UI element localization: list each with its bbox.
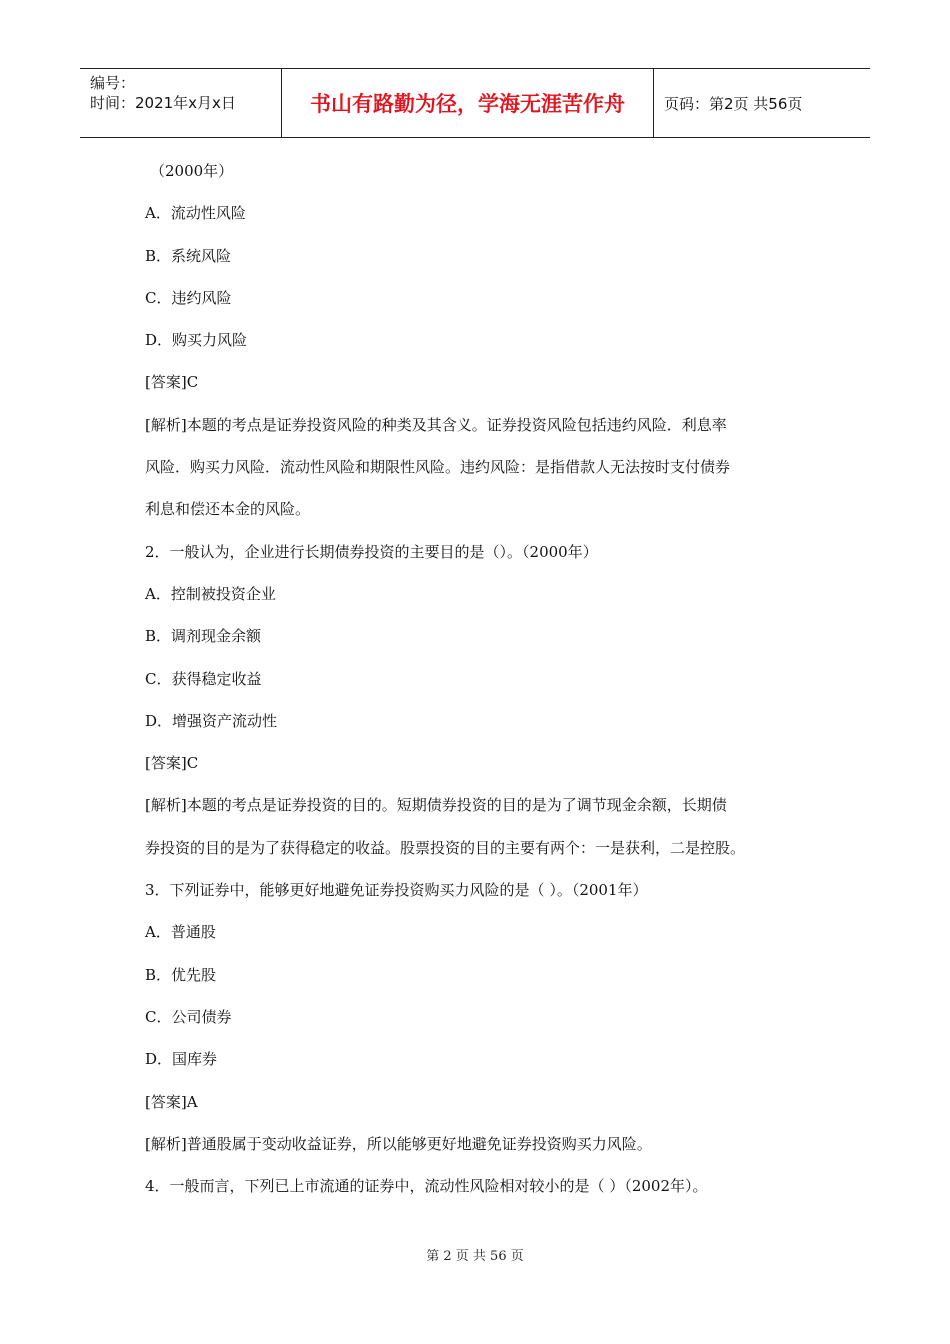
text-line: D．增强资产流动性 [145,711,278,730]
text-line: 2．一般认为，企业进行长期债券投资的主要目的是（）。（2000年） [145,542,598,561]
text-line: [解析]本题的考点是证券投资的目的。短期债券投资的目的是为了调节现金余额，长期债 [145,796,727,815]
text-line: A．普通股 [145,923,216,942]
text-line: C．违约风险 [145,288,232,307]
text-line: B．优先股 [145,965,217,984]
time-label: 时间：2021年x月x日 [90,94,236,112]
text-line: 利息和偿还本金的风险。 [145,500,311,519]
text-line: D．购买力风险 [145,331,248,350]
page-footer: 第 2 页 共 56 页 [426,1249,524,1264]
text-line: 券投资的目的是为了获得稳定的收益。股票投资的目的主要有两个：一是获利，二是控股。 [145,838,746,857]
text-line: 4．一般而言，下列已上市流通的证券中，流动性风险相对较小的是（ ）（2002年）。 [145,1177,708,1196]
text-line: B．调剂现金余额 [145,627,262,646]
text-line: B．系统风险 [145,246,232,265]
text-line: A．流动性风险 [145,204,246,223]
text-line: [答案]A [145,1092,198,1111]
code-label: 编号： [90,74,136,92]
text-line: [答案]C [145,754,199,773]
text-line: （2000年） [150,162,234,180]
header-page-info: 页码：第2页 共56页 [664,94,803,113]
text-line: [解析]普通股属于变动收益证券，所以能够更好地避免证券投资购买力风险。 [145,1134,652,1153]
text-line: A．控制被投资企业 [145,584,276,603]
text-line: 3．下列证券中，能够更好地避免证券投资购买力风险的是（ ）。（2001年） [145,881,648,900]
text-line: C．获得稳定收益 [145,669,262,688]
document-body [145,150,825,1207]
header-meta [80,69,282,137]
page-header [80,68,870,138]
text-line: [答案]C [145,373,199,392]
text-line: C．公司债券 [145,1007,232,1026]
text-line: D．国库券 [145,1050,218,1069]
text-line: [解析]本题的考点是证券投资风险的种类及其含义。证券投资风险包括违约风险．利息率 [145,415,727,434]
header-motto: 书山有路勤为径，学海无涯苦作舟 [282,69,654,137]
text-line: 风险．购买力风险．流动性风险和期限性风险。违约风险：是指借款人无法按时支付债券 [145,458,731,477]
